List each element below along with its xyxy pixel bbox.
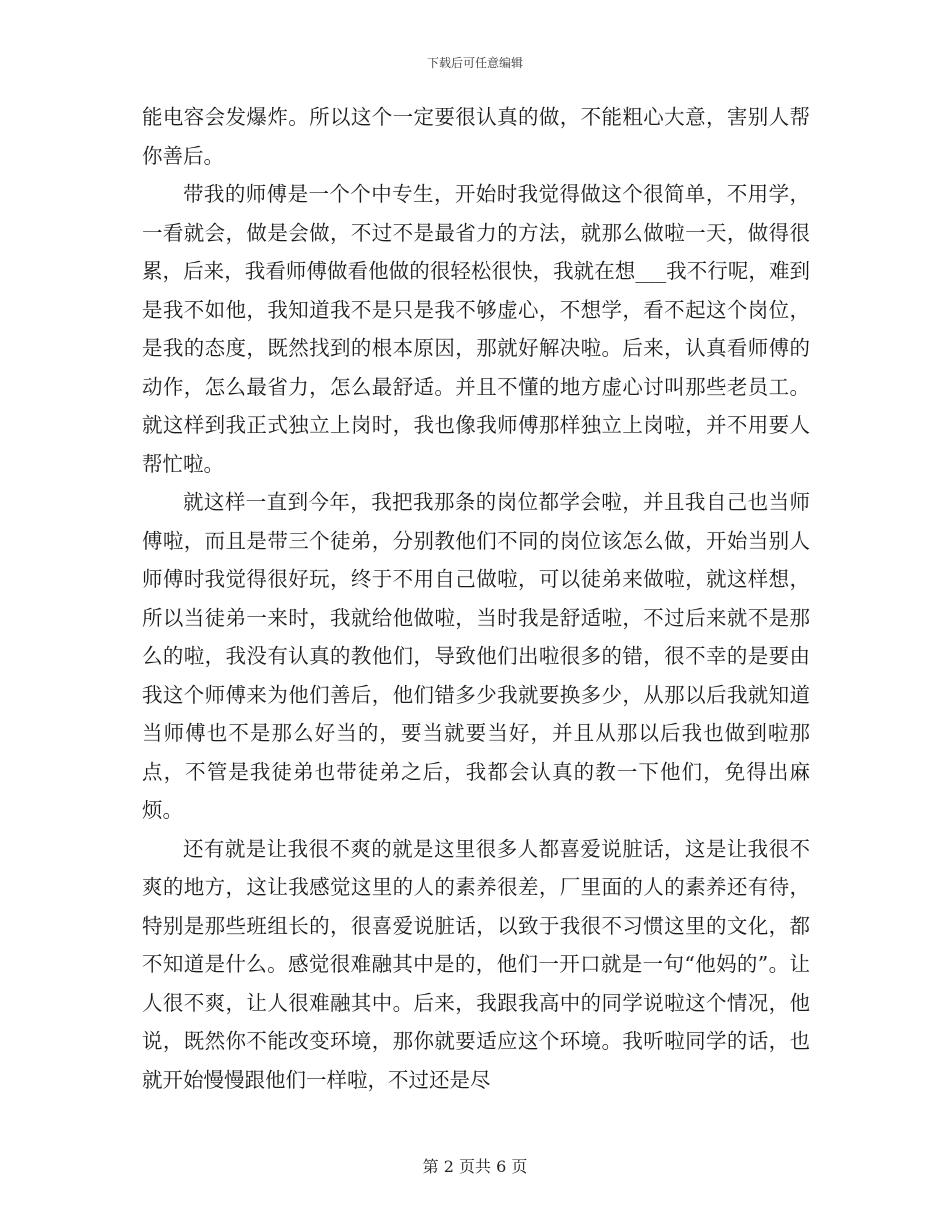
- page-header: 下载后可任意编辑: [426, 56, 523, 70]
- paragraph-3: 就这样一直到今年，我把我那条的岗位都学会啦，并且我自己也当师傅啦，而且是带三个徒弟，分别教他们不同的岗位该怎么做，开始当别人师傅时我觉得很好玩，终于不用自己做啦，可以徒弟来做啦，就这样想，所以当徒弟一来时，我就给他做啦，当时我是舒适啦，不过后来就不是那么的啦，我没有认真的教他们，导致他们出啦很多的错，很不幸的是要由我这个师傅来为他们善后，他们错多少我就要换多少，从那以后我就知道当师傅也不是那么好当的，要当就要当好，并且从那以后我也做到啦那点，不管是我徒弟也带徒弟之后，我都会认真的教一下他们，免得出麻烦。: [142, 490, 810, 822]
- paragraph-1: 能电容会发爆炸。所以这个一定要很认真的做，不能粗心大意，害别人帮你善后。: [142, 105, 810, 168]
- page-number: 第 2 页共 6 页: [422, 1157, 528, 1176]
- paragraph-2: 带我的师傅是一个个中专生，开始时我觉得做这个很简单，不用学，一看就会，做是会做，不过不是最省力的方法，就那么做啦一天，做得很累，后来，我看师傅做看他做的很轻松很快，我就在想___我不行呢，难到是我不如他，我知道我不是只是我不够虚心，不想学，看不起这个岗位，是我的态度，既然找到的根本原因，那就好解决啦。后来，认真看师傅的动作，怎么最省力，怎么最舒适。并且不懂的地方虚心讨叫那些老员工。就这样到我正式独立上岗时，我也像我师傅那样独立上岗啦，并不用要人帮忙啦。: [142, 182, 810, 476]
- document-body: [142, 98, 810, 1099]
- paragraph-4: 还有就是让我很不爽的就是这里很多人都喜爱说脏话，这是让我很不爽的地方，这让我感觉这里的人的素养很差，厂里面的人的素养还有待，特别是那些班组长的，很喜爱说脏话，以致于我很不习惯这里的文化，都不知道是什么。感觉很难融其中是的，他们一开口就是一句“他妈的”。让人很不爽，让人很难融其中。后来，我跟我高中的同学说啦这个情况，他说，既然你不能改变环境，那你就要适应这个环境。我听啦同学的话，也就开始慢慢跟他们一样啦，不过还是尽: [142, 836, 810, 1092]
